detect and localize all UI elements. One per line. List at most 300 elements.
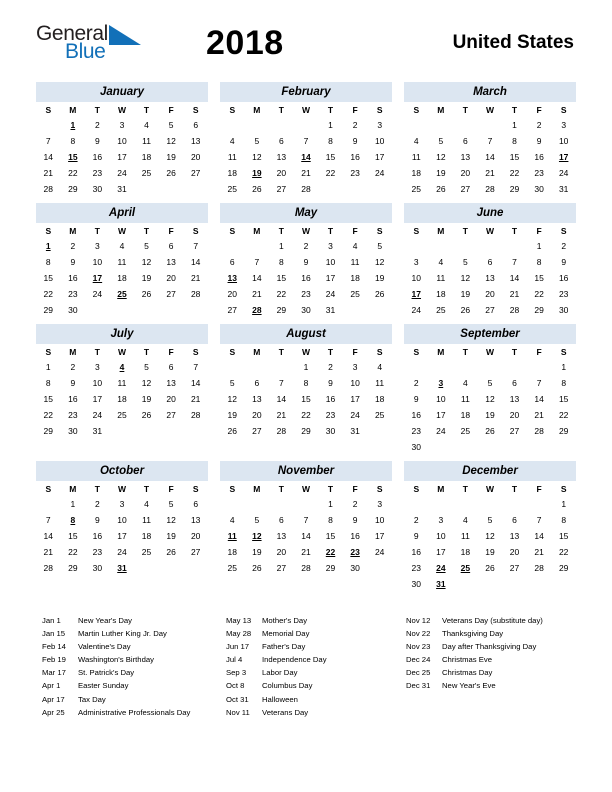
day-cell[interactable]: 28 <box>190 410 201 420</box>
day-cell[interactable]: 7 <box>193 241 199 251</box>
day-cell[interactable]: 28 <box>276 426 287 436</box>
day-cell[interactable]: 12 <box>485 531 495 541</box>
day-cell[interactable]: 10 <box>117 136 127 146</box>
day-cell[interactable]: 31 <box>117 184 127 194</box>
day-cell[interactable]: 10 <box>374 515 385 525</box>
day-cell[interactable]: 10 <box>325 257 336 267</box>
day-cell[interactable]: 14 <box>43 152 54 162</box>
day-cell[interactable]: 8 <box>328 136 333 146</box>
day-cell[interactable]: 8 <box>279 257 284 267</box>
day-cell[interactable]: 19 <box>374 273 385 283</box>
day-cell[interactable]: 25 <box>227 563 238 573</box>
day-cell[interactable]: 18 <box>117 273 127 283</box>
holiday-day-cell[interactable]: 17 <box>411 289 422 299</box>
day-cell[interactable]: 20 <box>276 547 287 557</box>
day-cell[interactable]: 10 <box>558 136 569 146</box>
day-cell[interactable]: 2 <box>328 362 333 372</box>
day-cell[interactable]: 9 <box>328 378 333 388</box>
day-cell[interactable]: 5 <box>168 499 174 509</box>
day-cell[interactable]: 23 <box>68 289 78 299</box>
day-cell[interactable]: 29 <box>558 426 569 436</box>
day-cell[interactable]: 25 <box>411 184 422 194</box>
day-cell[interactable]: 6 <box>254 378 260 388</box>
day-cell[interactable]: 8 <box>561 378 567 388</box>
day-cell[interactable]: 13 <box>485 273 495 283</box>
day-cell[interactable]: 28 <box>301 563 311 573</box>
day-cell[interactable]: 25 <box>374 410 385 420</box>
day-cell[interactable]: 30 <box>350 563 360 573</box>
day-cell[interactable]: 22 <box>509 168 520 178</box>
day-cell[interactable]: 20 <box>227 289 238 299</box>
day-cell[interactable]: 26 <box>252 563 262 573</box>
day-cell[interactable]: 4 <box>144 120 149 130</box>
day-cell[interactable]: 13 <box>190 515 201 525</box>
day-cell[interactable]: 1 <box>328 499 333 509</box>
day-cell[interactable]: 7 <box>193 362 199 372</box>
day-cell[interactable]: 22 <box>325 168 336 178</box>
day-cell[interactable]: 14 <box>485 152 495 162</box>
day-cell[interactable]: 29 <box>276 305 287 315</box>
day-cell[interactable]: 29 <box>43 305 54 315</box>
day-cell[interactable]: 11 <box>436 273 446 283</box>
day-cell[interactable]: 1 <box>279 241 284 251</box>
day-cell[interactable]: 10 <box>117 515 127 525</box>
day-cell[interactable]: 16 <box>350 531 360 541</box>
day-cell[interactable]: 30 <box>301 305 311 315</box>
day-cell[interactable]: 26 <box>374 289 385 299</box>
day-cell[interactable]: 9 <box>561 257 567 267</box>
holiday-day-cell[interactable]: 17 <box>92 273 103 283</box>
day-cell[interactable]: 25 <box>350 289 360 299</box>
day-cell[interactable]: 7 <box>45 515 51 525</box>
day-cell[interactable]: 30 <box>68 305 78 315</box>
day-cell[interactable]: 19 <box>141 273 152 283</box>
day-cell[interactable]: 12 <box>166 136 176 146</box>
day-cell[interactable]: 26 <box>436 184 446 194</box>
day-cell[interactable]: 6 <box>193 120 199 130</box>
day-cell[interactable]: 7 <box>303 515 309 525</box>
day-cell[interactable]: 28 <box>485 184 495 194</box>
day-cell[interactable]: 6 <box>168 362 174 372</box>
day-cell[interactable]: 7 <box>536 515 542 525</box>
day-cell[interactable]: 4 <box>144 499 149 509</box>
day-cell[interactable]: 21 <box>301 168 311 178</box>
day-cell[interactable]: 27 <box>252 426 262 436</box>
day-cell[interactable]: 2 <box>561 241 567 251</box>
day-cell[interactable]: 28 <box>509 305 520 315</box>
day-cell[interactable]: 12 <box>436 152 446 162</box>
day-cell[interactable]: 14 <box>276 394 287 404</box>
day-cell[interactable]: 14 <box>252 273 262 283</box>
day-cell[interactable]: 3 <box>377 120 383 130</box>
day-cell[interactable]: 14 <box>534 394 544 404</box>
holiday-day-cell[interactable]: 24 <box>436 563 446 573</box>
day-cell[interactable]: 13 <box>252 394 262 404</box>
day-cell[interactable]: 24 <box>117 547 127 557</box>
holiday-day-cell[interactable]: 4 <box>119 362 125 372</box>
day-cell[interactable]: 7 <box>45 136 51 146</box>
day-cell[interactable]: 27 <box>485 305 495 315</box>
day-cell[interactable]: 6 <box>168 241 174 251</box>
day-cell[interactable]: 23 <box>558 289 569 299</box>
day-cell[interactable]: 19 <box>485 410 495 420</box>
day-cell[interactable]: 29 <box>68 563 78 573</box>
day-cell[interactable]: 25 <box>117 410 127 420</box>
day-cell[interactable]: 3 <box>119 120 125 130</box>
day-cell[interactable]: 16 <box>558 273 569 283</box>
day-cell[interactable]: 2 <box>70 362 76 372</box>
day-cell[interactable]: 12 <box>485 394 495 404</box>
holiday-day-cell[interactable]: 8 <box>70 515 76 525</box>
day-cell[interactable]: 19 <box>166 152 176 162</box>
day-cell[interactable]: 4 <box>229 515 235 525</box>
day-cell[interactable]: 10 <box>350 378 360 388</box>
day-cell[interactable]: 20 <box>509 410 520 420</box>
day-cell[interactable]: 6 <box>193 499 199 509</box>
day-cell[interactable]: 23 <box>350 168 360 178</box>
day-cell[interactable]: 12 <box>374 257 385 267</box>
day-cell[interactable]: 2 <box>413 378 419 388</box>
day-cell[interactable]: 22 <box>43 410 54 420</box>
day-cell[interactable]: 23 <box>92 168 103 178</box>
day-cell[interactable]: 22 <box>301 410 311 420</box>
day-cell[interactable]: 15 <box>558 394 569 404</box>
day-cell[interactable]: 21 <box>509 289 520 299</box>
day-cell[interactable]: 19 <box>141 394 152 404</box>
day-cell[interactable]: 22 <box>68 168 78 178</box>
day-cell[interactable]: 12 <box>141 257 152 267</box>
day-cell[interactable]: 29 <box>558 563 569 573</box>
day-cell[interactable]: 19 <box>252 547 262 557</box>
day-cell[interactable]: 5 <box>168 120 174 130</box>
day-cell[interactable]: 30 <box>68 426 78 436</box>
day-cell[interactable]: 18 <box>374 394 385 404</box>
day-cell[interactable]: 22 <box>534 289 544 299</box>
day-cell[interactable]: 3 <box>328 241 333 251</box>
day-cell[interactable]: 26 <box>141 410 152 420</box>
day-cell[interactable]: 20 <box>166 394 176 404</box>
day-cell[interactable]: 18 <box>227 547 238 557</box>
day-cell[interactable]: 31 <box>92 426 103 436</box>
day-cell[interactable]: 6 <box>279 136 284 146</box>
day-cell[interactable]: 3 <box>119 499 125 509</box>
day-cell[interactable]: 27 <box>276 563 287 573</box>
day-cell[interactable]: 17 <box>436 410 446 420</box>
day-cell[interactable]: 12 <box>252 152 262 162</box>
day-cell[interactable]: 5 <box>144 241 149 251</box>
day-cell[interactable]: 21 <box>252 289 262 299</box>
day-cell[interactable]: 31 <box>325 305 336 315</box>
day-cell[interactable]: 9 <box>95 515 100 525</box>
day-cell[interactable]: 13 <box>460 152 471 162</box>
day-cell[interactable]: 20 <box>485 289 495 299</box>
day-cell[interactable]: 11 <box>227 152 237 162</box>
holiday-day-cell[interactable]: 1 <box>45 241 51 251</box>
day-cell[interactable]: 9 <box>70 378 76 388</box>
day-cell[interactable]: 14 <box>43 531 54 541</box>
day-cell[interactable]: 1 <box>536 241 542 251</box>
day-cell[interactable]: 15 <box>68 531 78 541</box>
day-cell[interactable]: 29 <box>509 184 520 194</box>
day-cell[interactable]: 11 <box>142 136 151 146</box>
day-cell[interactable]: 5 <box>487 378 493 388</box>
day-cell[interactable]: 27 <box>509 563 520 573</box>
day-cell[interactable]: 11 <box>460 394 470 404</box>
day-cell[interactable]: 22 <box>43 289 54 299</box>
day-cell[interactable]: 10 <box>374 136 385 146</box>
day-cell[interactable]: 6 <box>279 515 284 525</box>
day-cell[interactable]: 28 <box>43 184 54 194</box>
day-cell[interactable]: 15 <box>509 152 520 162</box>
day-cell[interactable]: 20 <box>190 152 201 162</box>
day-cell[interactable]: 2 <box>95 120 100 130</box>
day-cell[interactable]: 15 <box>325 152 336 162</box>
day-cell[interactable]: 12 <box>166 515 176 525</box>
holiday-day-cell[interactable]: 25 <box>460 563 471 573</box>
day-cell[interactable]: 21 <box>190 273 201 283</box>
day-cell[interactable]: 21 <box>276 410 287 420</box>
day-cell[interactable]: 27 <box>276 184 287 194</box>
day-cell[interactable]: 24 <box>374 547 385 557</box>
day-cell[interactable]: 3 <box>413 257 419 267</box>
day-cell[interactable]: 1 <box>561 362 567 372</box>
day-cell[interactable]: 6 <box>229 257 235 267</box>
day-cell[interactable]: 18 <box>460 547 471 557</box>
day-cell[interactable]: 6 <box>512 515 517 525</box>
day-cell[interactable]: 24 <box>92 289 103 299</box>
day-cell[interactable]: 15 <box>558 531 569 541</box>
day-cell[interactable]: 18 <box>436 289 446 299</box>
day-cell[interactable]: 4 <box>438 257 444 267</box>
day-cell[interactable]: 23 <box>92 547 103 557</box>
day-cell[interactable]: 8 <box>45 378 51 388</box>
day-cell[interactable]: 26 <box>460 305 471 315</box>
day-cell[interactable]: 17 <box>350 394 360 404</box>
day-cell[interactable]: 30 <box>534 184 544 194</box>
day-cell[interactable]: 28 <box>190 289 201 299</box>
day-cell[interactable]: 30 <box>92 184 103 194</box>
day-cell[interactable]: 17 <box>117 531 127 541</box>
day-cell[interactable]: 20 <box>276 168 287 178</box>
day-cell[interactable]: 24 <box>558 168 569 178</box>
holiday-day-cell[interactable]: 15 <box>68 152 78 162</box>
day-cell[interactable]: 23 <box>411 563 422 573</box>
holiday-day-cell[interactable]: 22 <box>325 547 336 557</box>
day-cell[interactable]: 20 <box>252 410 262 420</box>
day-cell[interactable]: 22 <box>558 410 569 420</box>
day-cell[interactable]: 8 <box>561 515 567 525</box>
day-cell[interactable]: 14 <box>190 257 201 267</box>
day-cell[interactable]: 11 <box>117 378 127 388</box>
day-cell[interactable]: 22 <box>68 547 78 557</box>
day-cell[interactable]: 9 <box>413 531 419 541</box>
day-cell[interactable]: 17 <box>325 273 336 283</box>
day-cell[interactable]: 2 <box>536 120 542 130</box>
day-cell[interactable]: 10 <box>411 273 422 283</box>
day-cell[interactable]: 16 <box>411 547 422 557</box>
day-cell[interactable]: 7 <box>512 257 517 267</box>
day-cell[interactable]: 29 <box>68 184 78 194</box>
day-cell[interactable]: 10 <box>92 378 103 388</box>
day-cell[interactable]: 11 <box>375 378 385 388</box>
day-cell[interactable]: 2 <box>303 241 309 251</box>
day-cell[interactable]: 16 <box>325 394 336 404</box>
day-cell[interactable]: 18 <box>227 168 238 178</box>
day-cell[interactable]: 30 <box>92 563 103 573</box>
day-cell[interactable]: 25 <box>436 305 446 315</box>
day-cell[interactable]: 26 <box>166 547 176 557</box>
day-cell[interactable]: 2 <box>352 499 358 509</box>
day-cell[interactable]: 18 <box>411 168 422 178</box>
day-cell[interactable]: 17 <box>374 531 385 541</box>
day-cell[interactable]: 29 <box>325 563 336 573</box>
day-cell[interactable]: 16 <box>534 152 544 162</box>
holiday-day-cell[interactable]: 3 <box>438 378 444 388</box>
day-cell[interactable]: 9 <box>95 136 100 146</box>
day-cell[interactable]: 5 <box>229 378 235 388</box>
day-cell[interactable]: 3 <box>95 241 100 251</box>
holiday-day-cell[interactable]: 25 <box>117 289 127 299</box>
day-cell[interactable]: 26 <box>485 563 495 573</box>
day-cell[interactable]: 29 <box>301 426 311 436</box>
day-cell[interactable]: 9 <box>536 136 542 146</box>
day-cell[interactable]: 2 <box>352 120 358 130</box>
day-cell[interactable]: 5 <box>254 136 260 146</box>
day-cell[interactable]: 26 <box>252 184 262 194</box>
day-cell[interactable]: 8 <box>328 515 333 525</box>
day-cell[interactable]: 4 <box>119 241 125 251</box>
day-cell[interactable]: 25 <box>460 426 471 436</box>
day-cell[interactable]: 16 <box>68 273 78 283</box>
day-cell[interactable]: 5 <box>438 136 444 146</box>
day-cell[interactable]: 17 <box>374 152 385 162</box>
holiday-day-cell[interactable]: 11 <box>227 531 237 541</box>
day-cell[interactable]: 19 <box>460 289 471 299</box>
day-cell[interactable]: 5 <box>144 362 149 372</box>
day-cell[interactable]: 14 <box>190 378 201 388</box>
day-cell[interactable]: 21 <box>485 168 495 178</box>
day-cell[interactable]: 6 <box>463 136 468 146</box>
day-cell[interactable]: 14 <box>534 531 544 541</box>
holiday-day-cell[interactable]: 17 <box>558 152 569 162</box>
day-cell[interactable]: 4 <box>229 136 235 146</box>
day-cell[interactable]: 21 <box>43 547 54 557</box>
day-cell[interactable]: 31 <box>558 184 569 194</box>
day-cell[interactable]: 10 <box>92 257 103 267</box>
day-cell[interactable]: 21 <box>534 547 544 557</box>
day-cell[interactable]: 4 <box>413 136 419 146</box>
day-cell[interactable]: 30 <box>325 426 336 436</box>
day-cell[interactable]: 9 <box>413 394 419 404</box>
day-cell[interactable]: 6 <box>512 378 517 388</box>
day-cell[interactable]: 21 <box>43 168 54 178</box>
day-cell[interactable]: 13 <box>166 257 176 267</box>
day-cell[interactable]: 13 <box>190 136 201 146</box>
day-cell[interactable]: 24 <box>117 168 127 178</box>
day-cell[interactable]: 24 <box>92 410 103 420</box>
day-cell[interactable]: 20 <box>509 547 520 557</box>
holiday-day-cell[interactable]: 31 <box>117 563 127 573</box>
day-cell[interactable]: 7 <box>303 136 309 146</box>
day-cell[interactable]: 23 <box>411 426 422 436</box>
day-cell[interactable]: 26 <box>166 168 176 178</box>
day-cell[interactable]: 5 <box>463 257 468 267</box>
holiday-day-cell[interactable]: 14 <box>301 152 311 162</box>
day-cell[interactable]: 21 <box>301 547 311 557</box>
day-cell[interactable]: 21 <box>534 410 544 420</box>
day-cell[interactable]: 25 <box>141 168 152 178</box>
day-cell[interactable]: 4 <box>463 378 468 388</box>
day-cell[interactable]: 1 <box>45 362 51 372</box>
day-cell[interactable]: 13 <box>166 378 176 388</box>
day-cell[interactable]: 26 <box>485 426 495 436</box>
day-cell[interactable]: 15 <box>43 273 54 283</box>
day-cell[interactable]: 17 <box>92 394 103 404</box>
day-cell[interactable]: 24 <box>411 305 422 315</box>
holiday-day-cell[interactable]: 1 <box>70 120 76 130</box>
day-cell[interactable]: 1 <box>303 362 309 372</box>
day-cell[interactable]: 8 <box>512 136 517 146</box>
day-cell[interactable]: 12 <box>227 394 238 404</box>
day-cell[interactable]: 23 <box>325 410 336 420</box>
day-cell[interactable]: 9 <box>352 136 358 146</box>
day-cell[interactable]: 29 <box>43 426 54 436</box>
day-cell[interactable]: 6 <box>487 257 493 267</box>
day-cell[interactable]: 14 <box>301 531 311 541</box>
day-cell[interactable]: 11 <box>117 257 127 267</box>
day-cell[interactable]: 16 <box>350 152 360 162</box>
day-cell[interactable]: 8 <box>536 257 542 267</box>
day-cell[interactable]: 28 <box>534 426 544 436</box>
day-cell[interactable]: 13 <box>509 531 520 541</box>
day-cell[interactable]: 15 <box>301 394 311 404</box>
holiday-day-cell[interactable]: 31 <box>436 579 446 589</box>
day-cell[interactable]: 2 <box>413 515 419 525</box>
day-cell[interactable]: 13 <box>276 531 287 541</box>
day-cell[interactable]: 16 <box>68 394 78 404</box>
day-cell[interactable]: 1 <box>328 120 333 130</box>
day-cell[interactable]: 27 <box>460 184 471 194</box>
day-cell[interactable]: 18 <box>350 273 360 283</box>
day-cell[interactable]: 28 <box>301 184 311 194</box>
day-cell[interactable]: 11 <box>411 152 421 162</box>
day-cell[interactable]: 7 <box>487 136 493 146</box>
day-cell[interactable]: 15 <box>325 531 336 541</box>
day-cell[interactable]: 24 <box>325 289 336 299</box>
day-cell[interactable]: 15 <box>43 394 54 404</box>
day-cell[interactable]: 3 <box>352 362 358 372</box>
day-cell[interactable]: 10 <box>436 531 446 541</box>
day-cell[interactable]: 15 <box>276 273 287 283</box>
day-cell[interactable]: 8 <box>70 136 76 146</box>
day-cell[interactable]: 23 <box>68 410 78 420</box>
day-cell[interactable]: 1 <box>512 120 517 130</box>
day-cell[interactable]: 16 <box>92 152 103 162</box>
general-blue-logo[interactable] <box>36 21 154 65</box>
day-cell[interactable]: 15 <box>534 273 544 283</box>
day-cell[interactable]: 27 <box>166 410 176 420</box>
day-cell[interactable]: 19 <box>166 531 176 541</box>
day-cell[interactable]: 13 <box>509 394 520 404</box>
holiday-day-cell[interactable]: 13 <box>227 273 238 283</box>
day-cell[interactable]: 20 <box>460 168 471 178</box>
day-cell[interactable]: 11 <box>460 531 470 541</box>
day-cell[interactable]: 13 <box>276 152 287 162</box>
day-cell[interactable]: 3 <box>561 120 567 130</box>
day-cell[interactable]: 19 <box>485 547 495 557</box>
day-cell[interactable]: 27 <box>509 426 520 436</box>
day-cell[interactable]: 3 <box>95 362 100 372</box>
